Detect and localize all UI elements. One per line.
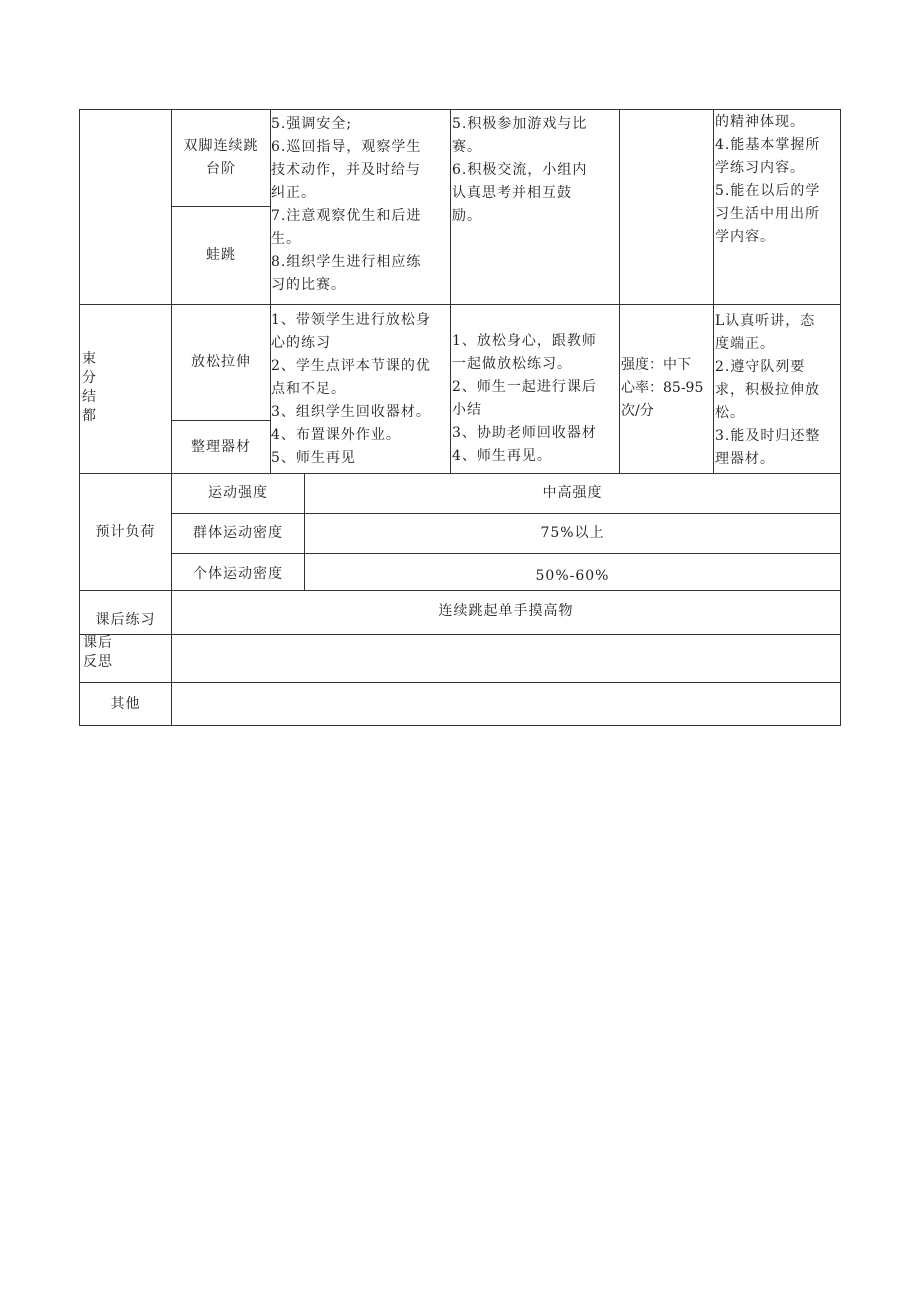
individual-density-value bbox=[305, 558, 840, 595]
text-line: 习的比赛。 bbox=[271, 277, 346, 293]
text-line: 度端正。 bbox=[715, 336, 775, 352]
item-line: 台阶 bbox=[206, 161, 236, 177]
cell-text: 群体运动密度 bbox=[193, 525, 283, 541]
text-line: 一起做放松练习。 bbox=[452, 356, 572, 372]
text-line: 生。 bbox=[271, 231, 301, 247]
cell-text: 其他 bbox=[110, 695, 141, 712]
text-line: 6.积极交流，小组内 bbox=[452, 162, 588, 178]
text-line: 5.能在以后的学 bbox=[715, 183, 821, 199]
text-line: 赛。 bbox=[452, 139, 482, 155]
text-line: 6.巡回指导，观察学生 bbox=[271, 139, 422, 155]
text-line: 1、带领学生进行放松身 bbox=[271, 312, 431, 328]
rule-col-5 bbox=[713, 109, 714, 474]
text-line: 4、布置课外作业。 bbox=[271, 427, 401, 443]
item-line: 蛙跳 bbox=[206, 247, 236, 263]
text-line: 4、师生再见。 bbox=[452, 448, 552, 464]
text-line: 强度：中下 bbox=[621, 357, 691, 373]
cell-text: 连续跳起单手摸高物 bbox=[438, 602, 574, 619]
item-relax-stretch bbox=[172, 305, 270, 420]
load-label-text: 预计负荷 bbox=[95, 523, 156, 540]
text-line: 1、放松身心，跟教师 bbox=[452, 333, 597, 349]
cell-text: 课后练习 bbox=[95, 611, 156, 628]
text-line: 学练习内容。 bbox=[715, 160, 805, 176]
text-line: 学内容。 bbox=[715, 229, 775, 245]
text-line: 反思 bbox=[83, 654, 113, 670]
item-frog-jump bbox=[172, 207, 270, 304]
cell-text: 50%-60% bbox=[535, 568, 610, 584]
load-label bbox=[80, 474, 171, 590]
text-line: 都 bbox=[82, 408, 97, 424]
homework-value bbox=[172, 596, 840, 626]
practice-student-activities bbox=[452, 113, 618, 303]
text-line: 励。 bbox=[452, 208, 482, 224]
text-line: 结 bbox=[82, 389, 97, 405]
other-value[interactable] bbox=[172, 683, 840, 725]
load-intensity-value bbox=[305, 474, 840, 513]
practice-teacher-activities bbox=[271, 113, 449, 303]
text-line: 3.能及时归还整 bbox=[715, 428, 821, 444]
ending-student-activities bbox=[452, 330, 618, 473]
text-line: 纠正。 bbox=[271, 185, 316, 201]
cell-text: 中高强度 bbox=[542, 485, 603, 501]
text-line: 5.强调安全; bbox=[271, 116, 353, 132]
rule-right bbox=[840, 109, 841, 726]
text-line: 松。 bbox=[715, 405, 745, 421]
text-line: 束 bbox=[82, 351, 97, 367]
text-line: 2、学生点评本节课的优 bbox=[271, 358, 431, 374]
text-line: 习生活中用出所 bbox=[715, 206, 820, 222]
text-line: 2.遵守队列要 bbox=[715, 359, 806, 375]
text-line: 理器材。 bbox=[715, 451, 775, 467]
text-line: 分 bbox=[82, 370, 97, 386]
item-tidy-equipment bbox=[172, 421, 270, 473]
text-line: 心的练习 bbox=[271, 335, 331, 351]
item-line: 整理器材 bbox=[191, 438, 251, 455]
text-line: 3、协助老师回收器材 bbox=[452, 425, 597, 441]
practice-goals bbox=[715, 111, 839, 303]
cell-text: 运动强度 bbox=[208, 485, 268, 501]
text-line: 8.组织学生进行相应练 bbox=[271, 254, 422, 270]
text-line: 2、师生一起进行课后 bbox=[452, 379, 597, 395]
group-density-label bbox=[172, 514, 304, 553]
rule-load-2 bbox=[171, 553, 841, 554]
group-density-value bbox=[305, 514, 840, 553]
ending-teacher-activities bbox=[271, 309, 449, 473]
ending-section-label bbox=[82, 350, 112, 434]
rule-col-3 bbox=[450, 109, 451, 474]
text-line: 小结 bbox=[452, 402, 482, 418]
text-line: 5.积极参加游戏与比 bbox=[452, 116, 588, 132]
item-line: 双脚连续跳 bbox=[183, 138, 259, 154]
homework-label bbox=[80, 606, 171, 634]
text-line: 的精神体现。 bbox=[715, 114, 805, 130]
reflection-value[interactable] bbox=[172, 635, 840, 682]
text-line: 认真思考并相互鼓 bbox=[452, 185, 572, 201]
reflection-label bbox=[83, 634, 169, 680]
text-line: 7.注意观察优生和后进 bbox=[271, 208, 422, 224]
individual-density-label bbox=[172, 556, 304, 593]
cell-text: 75%以上 bbox=[540, 525, 605, 541]
text-line: L认真听讲，态 bbox=[715, 313, 816, 329]
item-double-foot-jump bbox=[172, 110, 270, 206]
cell-text: 个体运动密度 bbox=[193, 566, 283, 582]
text-line: 心率：85-95 bbox=[621, 380, 704, 396]
text-line: 技术动作，并及时给与 bbox=[271, 162, 421, 178]
text-line: 3、组织学生回收器材。 bbox=[271, 404, 431, 420]
rule-col-4 bbox=[619, 109, 620, 474]
text-line: 次/分 bbox=[621, 403, 654, 419]
text-line: 5、师生再见 bbox=[271, 450, 356, 466]
load-intensity-label bbox=[172, 474, 304, 513]
text-line: 求，积极拉伸放 bbox=[715, 382, 820, 398]
ending-load-info bbox=[621, 354, 713, 434]
rule-bottom bbox=[79, 725, 841, 726]
other-label bbox=[80, 683, 171, 725]
item-line: 放松拉伸 bbox=[191, 354, 251, 370]
text-line: 课后 bbox=[83, 635, 113, 651]
ending-goals bbox=[715, 310, 839, 473]
text-line: 点和不足。 bbox=[271, 381, 346, 397]
text-line: 4.能基本掌握所 bbox=[715, 137, 821, 153]
